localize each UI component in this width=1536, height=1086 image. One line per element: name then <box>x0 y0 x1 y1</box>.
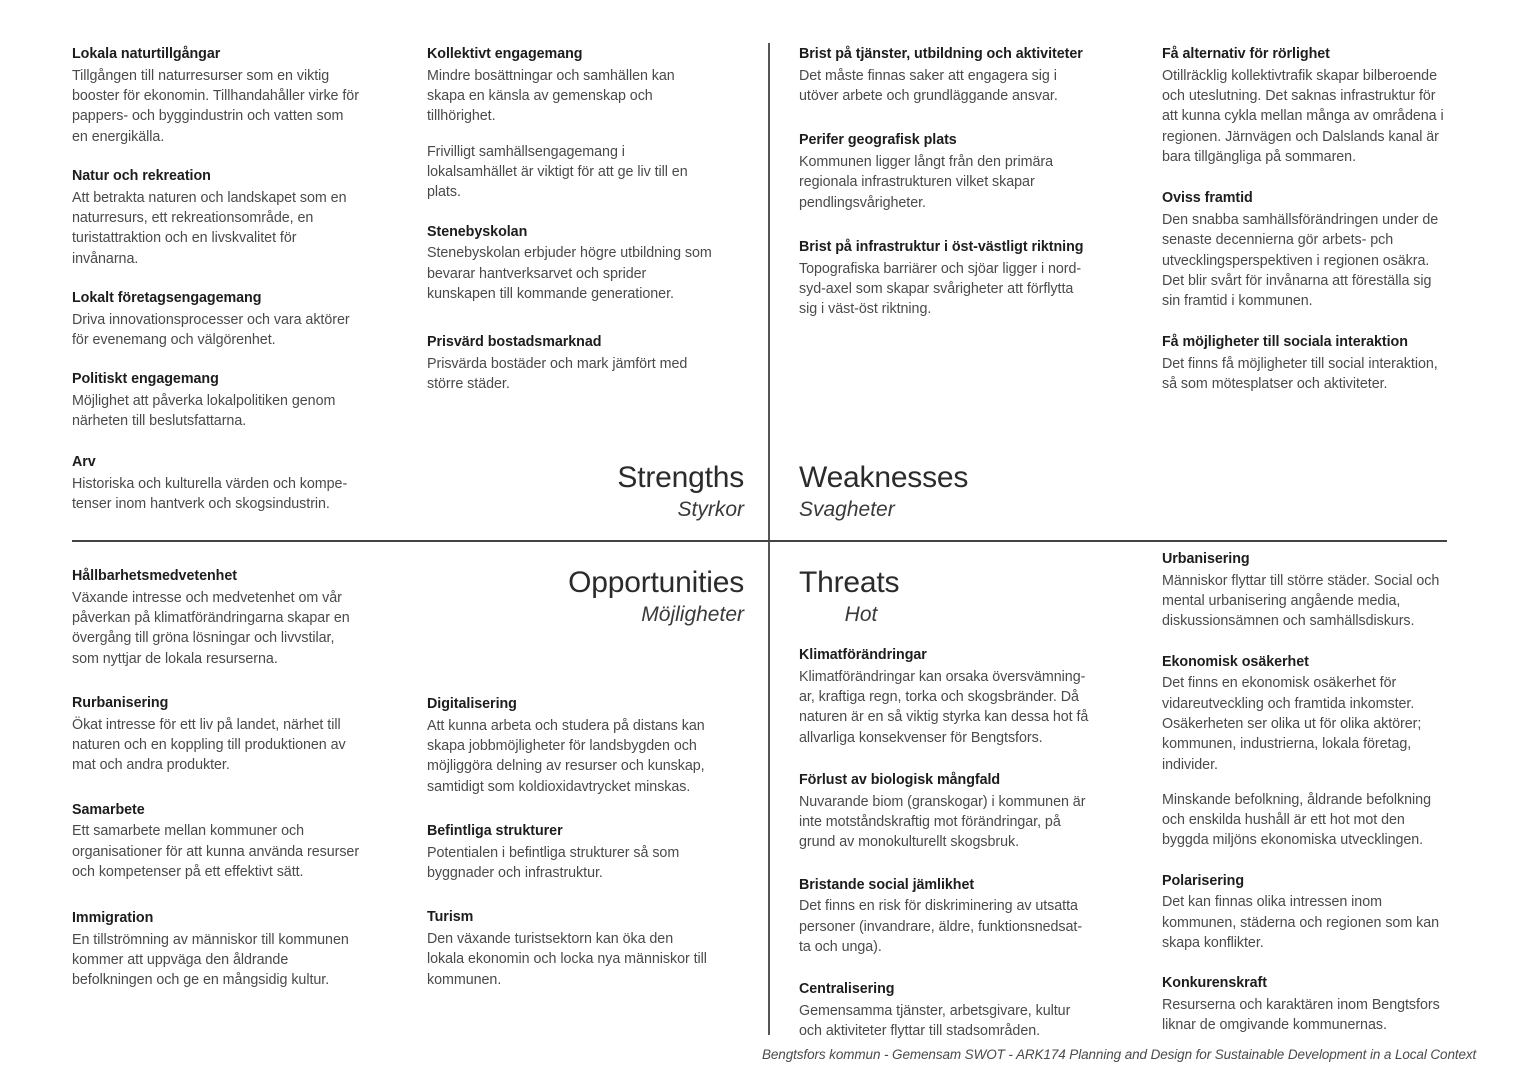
quadrant-title-en: Weaknesses <box>799 461 969 494</box>
swot-entry <box>799 875 1089 958</box>
threats-column-1 <box>799 645 1089 1041</box>
entry-heading: Förlust av biologisk mångfald <box>799 771 1001 788</box>
swot-entry <box>1162 549 1452 632</box>
swot-entry <box>427 44 712 203</box>
entry-body-secondary: Frivilligt samhällsengagemang i lokalsamhället är viktigt för att ge liv till en plats. <box>427 143 688 201</box>
entry-body: Topografiska barriärer och sjöar ligger i nord-syd-axel som skapar svårigheter att förflytta sig i väst-öst riktning. <box>799 260 1082 318</box>
entry-heading: Klimatförändringar <box>799 647 927 663</box>
entry-heading: Få alternativ för rörlighet <box>1162 46 1330 62</box>
swot-entry <box>72 288 362 350</box>
swot-entry <box>1162 44 1452 167</box>
swot-entry <box>1162 652 1452 851</box>
swot-entry <box>1162 973 1452 1035</box>
swot-entry <box>72 369 362 431</box>
quadrant-title-sv: Styrkor <box>677 497 744 521</box>
entry-body: Tillgången till naturresurser som en viktig booster för ekonomin. Tillhandahåller virke för pappers- och byggindustrin och vatten som en energikälla. <box>72 67 359 145</box>
entry-body: Ett samarbete mellan kommuner och organisationer för att kunna använda resurser och kompetenser på ett effektivt sätt. <box>72 823 360 880</box>
swot-entry <box>799 770 1089 853</box>
entry-heading: Hållbarhetsmedvetenhet <box>72 568 237 584</box>
swot-entry <box>1162 332 1452 394</box>
entry-body: Kommunen ligger långt från den primära regionala infrastrukturen vilket skapar pendlingsvårigheter. <box>799 154 1053 211</box>
entry-body: Nuvarande biom (granskogar) i kommunen är inte motståndskraftig mot förändringar, på grund av monokulturellt skogsbruk. <box>799 793 1086 851</box>
entry-heading: Brist på infrastruktur i öst-västligt riktning <box>799 238 1084 255</box>
entry-body: Växande intresse och medvetenhet om vår påverkan på klimatförändringarna skapar en övergång till gröna lösningar och livvstilar, som nyttjar de lokala resurserna. <box>72 589 350 667</box>
entry-heading: Befintliga strukturer <box>427 822 563 839</box>
swot-entry <box>799 44 1089 106</box>
quadrant-title-sv: Svagheter <box>799 497 895 521</box>
swot-entry <box>72 800 362 883</box>
entry-body: Den snabba samhällsförändringen under de senaste decennierna gör arbets- pch utvecklingsperspektiven i regionen osäkra. Det blir svårt för invånarna att föreställa sig sin framtid i kommunen. <box>1162 211 1439 310</box>
entry-heading: Brist på tjänster, utbildning och aktiviteter <box>799 46 1083 62</box>
quadrant-title-en: Threats <box>799 566 900 599</box>
entry-body: Möjlighet att påverka lokalpolitiken genom närheten till beslutsfattarna. <box>72 392 336 430</box>
swot-entry <box>427 907 712 990</box>
swot-entry <box>72 452 362 514</box>
horizontal-divider <box>72 540 1447 542</box>
entry-heading: Rurbanisering <box>72 694 169 711</box>
entry-body: Det kan finnas olika intressen inom kommunen, städerna och regionen som kan skapa konflikter. <box>1162 894 1440 952</box>
threats-column-2 <box>1162 549 1452 1036</box>
swot-entry <box>427 222 712 305</box>
entry-heading: Turism <box>427 909 474 926</box>
entry-heading: Oviss framtid <box>1162 190 1253 207</box>
swot-entry <box>72 908 362 991</box>
threats-title <box>799 566 923 627</box>
quadrant-title-sv: Möjligheter <box>641 602 744 626</box>
entry-heading: Prisvärd bostadsmarknad <box>427 334 602 351</box>
entry-heading: Få möjligheter till sociala interaktion <box>1162 334 1408 351</box>
entry-heading: Kollektivt engagemang <box>427 46 583 62</box>
entry-body: Det finns få möjligheter till social interaktion, så som mötesplatser och aktiviteter. <box>1162 356 1438 393</box>
quadrant-title-sv: Hot <box>844 602 878 626</box>
entry-heading: Polarisering <box>1162 872 1245 889</box>
opportunities-column-1 <box>72 566 362 991</box>
quadrant-title-en: Opportunities <box>568 566 744 599</box>
footer-caption: Bengtsfors kommun - Gemensam SWOT - ARK174 Planning and Design for Sustainable Development in a Local Context <box>762 1047 1477 1062</box>
entry-body: Ökat intresse för ett liv på landet, närhet till naturen och en koppling till produktionen av mat och andra produkter. <box>72 716 346 774</box>
entry-heading: Natur och rekreation <box>72 167 211 184</box>
entry-heading: Arv <box>72 454 96 471</box>
swot-entry <box>799 979 1089 1041</box>
weaknesses-title <box>799 461 968 522</box>
entry-body: Mindre bosättningar och samhällen kan skapa en känsla av gemenskap och tillhörighet. <box>427 67 675 125</box>
weaknesses-column-1 <box>799 44 1089 320</box>
swot-entry <box>427 332 712 394</box>
entry-body: Resurserna och karaktären inom Bengtsfors liknar de omgivande kommunernas. <box>1162 997 1440 1034</box>
entry-body: Människor flyttar till större städer. Social och mental urbanisering angående media, diskussionsämnen och samhällsdiskurs. <box>1162 572 1440 630</box>
strengths-column-1 <box>72 44 362 515</box>
entry-body: Att kunna arbeta och studera på distans kan skapa jobbmöjligheter för landsbygden och möjliggöra delning av resurser och kunskap, samtidigt som koldioxidavtrycket minskas. <box>427 717 705 795</box>
entry-heading: Politiskt engagemang <box>72 371 219 388</box>
entry-heading: Stenebyskolan <box>427 223 528 240</box>
entry-heading: Perifer geografisk plats <box>799 132 957 149</box>
entry-body: Den växande turistsektorn kan öka den lokala ekonomin och locka nya människor till kommunen. <box>427 930 707 988</box>
swot-entry <box>427 694 712 797</box>
swot-entry <box>72 44 362 147</box>
entry-body: Stenebyskolan erbjuder högre utbildning som bevarar hantverksarvet och sprider kunskapen till kommande generationer. <box>427 245 712 302</box>
entry-body-secondary: Minskande befolkning, åldrande befolkning och enskilda hushåll är ett hot mot den byggda miljöns ekonomiska utvecklingen. <box>1162 791 1431 849</box>
entry-heading: Urbanisering <box>1162 551 1250 567</box>
swot-entry <box>72 166 362 269</box>
entry-body: Historiska och kulturella värden och kompe-tenser inom hantverk och skogsindustrin. <box>72 476 348 513</box>
entry-body: Otillräcklig kollektivtrafik skapar bilberoende och uteslutning. Det saknas infrastruktur för att kunna cykla mellan många av områdena i regionen. Järnvägen och Dalslands kanal är bara tillgängliga på sommaren. <box>1162 67 1444 165</box>
entry-body: En tillströmning av människor till kommunen kommer att uppväga den åldrande befolkningen och ge en mångsidig kultur. <box>72 931 349 989</box>
entry-heading: Ekonomisk osäkerhet <box>1162 653 1309 670</box>
entry-heading: Immigration <box>72 910 154 927</box>
quadrant-title-en: Strengths <box>617 461 744 494</box>
entry-body: Det finns en risk för diskriminering av utsatta personer (invandrare, äldre, funktionsnedsat-ta och unga). <box>799 898 1083 955</box>
strengths-title <box>617 461 744 522</box>
swot-entry <box>72 566 362 669</box>
entry-body: Det måste finnas saker att engagera sig i utöver arbete och grundläggande ansvar. <box>799 67 1058 105</box>
swot-entry <box>799 237 1089 320</box>
entry-heading: Digitalisering <box>427 696 517 712</box>
entry-body: Att betrakta naturen och landskapet som en naturresurs, ett rekreationsområde, en turistattraktion och en livskvalitet för invånarna. <box>72 189 347 267</box>
strengths-column-2 <box>427 44 712 394</box>
entry-heading: Lokala naturtillgångar <box>72 46 221 62</box>
entry-heading: Bristande social jämlikhet <box>799 876 975 893</box>
swot-entry <box>427 821 712 883</box>
entry-body: Potentialen i befintliga strukturer så som byggnader och infrastruktur. <box>427 844 680 881</box>
entry-body: Gemensamma tjänster, arbetsgivare, kultur och aktiviteter flyttar till stadsområden. <box>799 1002 1071 1040</box>
entry-body: Det finns en ekonomisk osäkerhet för vidareutveckling och framtida inkomster. Osäkerheten ser olika ut för olika aktörer; kommunen, industrierna, lokala företag, individer. <box>1162 675 1422 773</box>
swot-entry <box>799 130 1089 213</box>
entry-body: Klimatförändringar kan orsaka översvämning-ar, kraftiga regn, torka och skogsbränder. Då naturen är en så viktig styrka kan dessa hot få allvarliga konsekvenser för Bengtsfors. <box>799 668 1089 746</box>
opportunities-title <box>568 566 744 627</box>
swot-entry <box>72 693 362 776</box>
swot-entry <box>1162 188 1452 311</box>
entry-heading: Lokalt företagsengagemang <box>72 289 262 306</box>
entry-body: Prisvärda bostäder och mark jämfört med större städer. <box>427 355 688 393</box>
entry-heading: Centralisering <box>799 981 895 998</box>
entry-heading: Konkurenskraft <box>1162 975 1267 992</box>
vertical-divider <box>768 43 770 1035</box>
weaknesses-column-2 <box>1162 44 1452 395</box>
swot-entry <box>1162 871 1452 954</box>
entry-body: Driva innovationsprocesser och vara aktörer för evenemang och välgörenhet. <box>72 311 350 348</box>
entry-heading: Samarbete <box>72 801 145 818</box>
swot-entry <box>799 645 1089 748</box>
opportunities-column-2 <box>427 694 712 990</box>
